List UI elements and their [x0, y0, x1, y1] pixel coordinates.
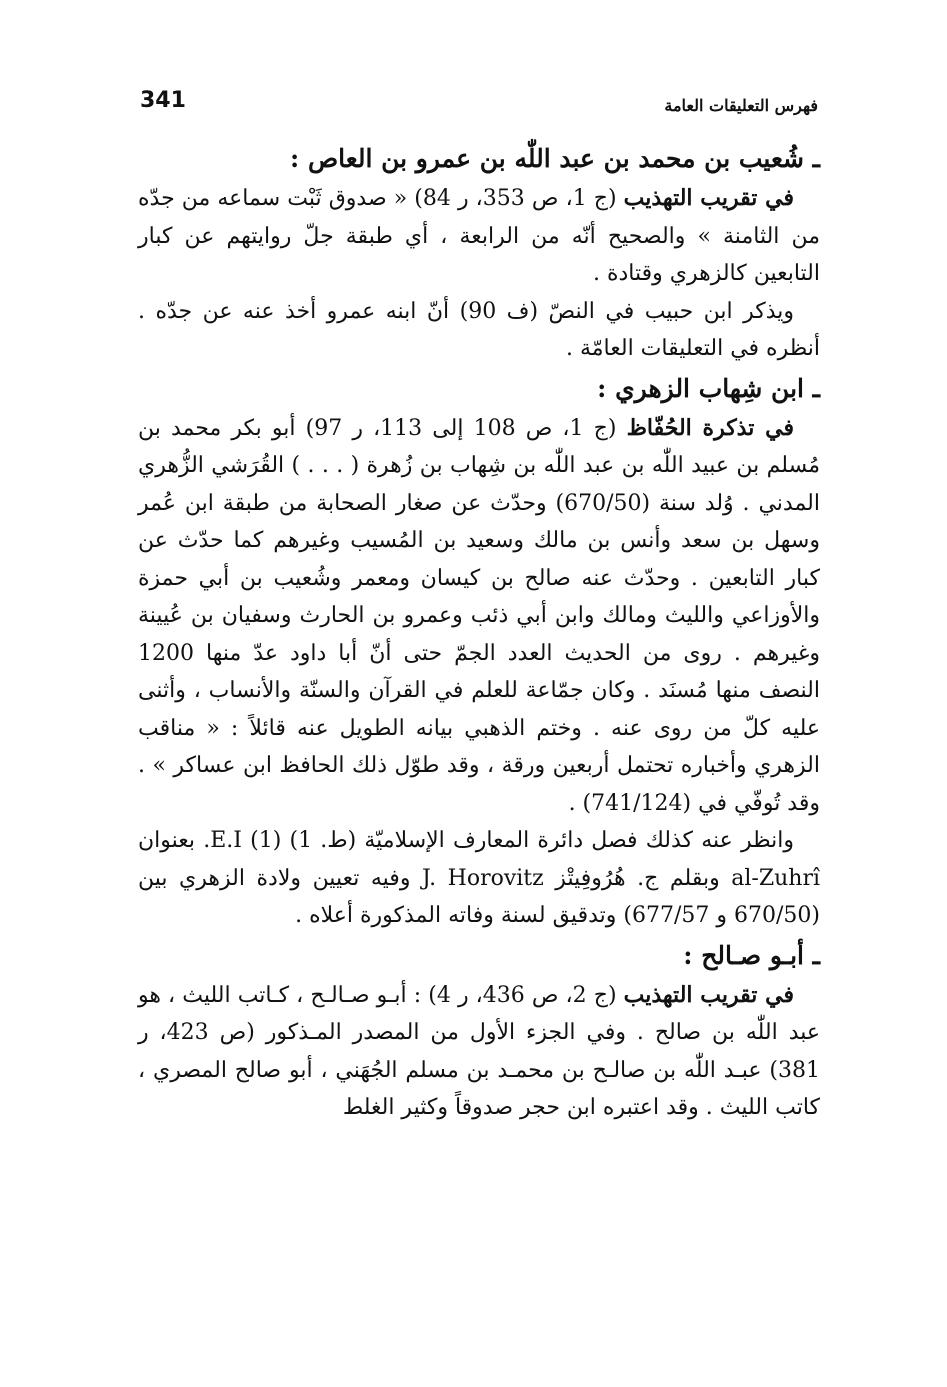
paragraph-text: (ج 1، ص 108 إلى 113، ر 97) أبو بكر محمد بن مُسلم بن عبيد اللّٰه بن عبد اللّٰه بن شِهاب بن زُهرة ( . . . ) القُرَشي الزُّهري المدني . وُلد سنة (670/50) وحدّث عن صغار الصحابة من طبقة ابن عُمر وسهل بن سعد وأنس بن مالك وسعيد بن المُسيب وغيرهم كما حدّث عن كبار التابعين . وحدّث عنه صالح بن كيسان ومعمر وشُعيب بن أبي حمزة والأوزاعي والليث ومالك وابن أبي ذئب وعمرو بن الحارث وسفيان بن عُيينة وغيرهم . روى من الحديث العدد الجمّ حتى أنّ أبا داود عدّ منها 1200 النصف منها مُسنَد . وكان جمّاعة للعلم في القرآن والسنّة والأنساب ، وأثنى عليه كلّ من روى عنه . وختم الذهبي بيانه الطويل عنه قائلاً : « مناقب الزهري وأخباره تحتمل أربعين ورقة ، وقد طوّل ذلك الحافظ ابن عساكر » . وقد تُوفّي في (741/124) . — [138, 415, 821, 816]
source-title: في تقريب التهذيب — [623, 185, 795, 211]
running-title: فهرس التعليقات العامة — [664, 96, 818, 115]
paragraph-text: (ج 2، ص 436، ر 4) : أبـو صـالـح ، كـاتب الليث ، هو عبد اللّٰه بن صالح . وفي الجزء الأول من المصدر المـذكور (ص 423، ر 381) عبـد اللّٰه بن صالـح بن محمـد بن مسلم الجُهَني ، أبو صالح المصري ، كاتب الليث . وقد اعتبره ابن حجر صدوقاً وكثير الغلط — [138, 982, 821, 1120]
entry-paragraph — [138, 822, 820, 935]
entry-paragraph — [138, 293, 820, 368]
page-number: 341 — [140, 88, 186, 113]
source-title: في تذكرة الحُفّاظ — [626, 414, 794, 441]
page-body — [138, 138, 820, 1127]
entry-paragraph — [138, 410, 820, 823]
entry-heading: ـ ابن شِهاب الزهري : — [597, 373, 820, 403]
source-title: في تقريب التهذيب — [623, 981, 794, 1008]
entry-heading: ـ شُعيب بن محمد بن عبد اللّٰه بن عمرو بن العاص : — [290, 144, 820, 173]
entry-paragraph — [138, 977, 820, 1127]
entry-heading: ـ أبـو صـالح : — [683, 940, 820, 970]
entry-paragraph — [138, 180, 820, 293]
paragraph-text: (ج 1، ص 353، ر 84) « صدوق ثَبْت سماعه من جدّه من الثامنة » والصحيح أنّه من الرابعة ، أي طبقة جلّ روايتهم عن كبار التابعين كالزهري وقتادة . — [138, 186, 820, 286]
paragraph-text: وانظر عنه كذلك فصل دائرة المعارف الإسلاميّة (ط. 1) (1) E.I. بعنوان al-Zuhrî وبقلم ج. هُرُوفِيتْز J. Horovitz وفيه تعيين ولادة الزهري بين (670/50 و 677/57) وتدقيق لسنة وفاته المذكورة أعلاه . — [138, 828, 821, 928]
paragraph-text: ويذكر ابن حبيب في النصّ (ف 90) أنّ ابنه عمرو أخذ عنه عن جدّه . أنظره في التعليقات العامّة . — [138, 298, 820, 361]
page-header — [140, 88, 818, 122]
